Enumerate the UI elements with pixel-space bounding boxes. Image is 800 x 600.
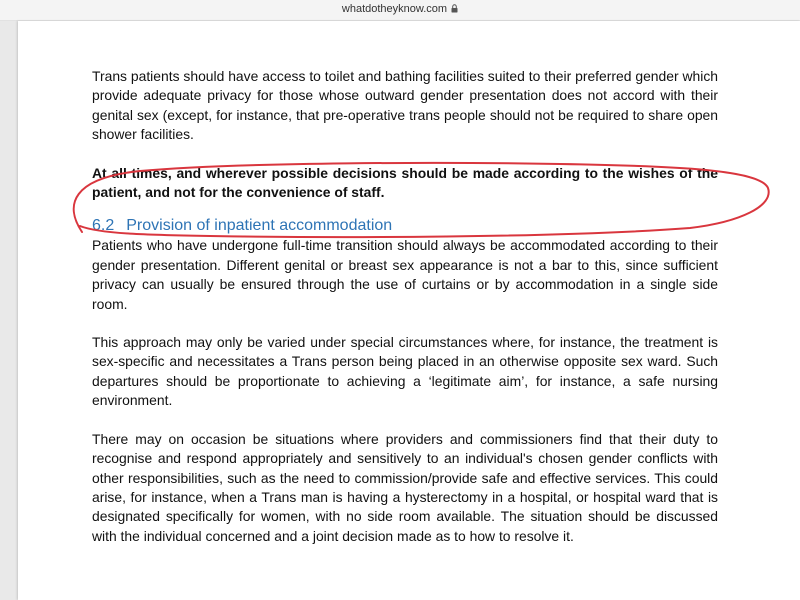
section-heading xyxy=(92,216,718,236)
url-display[interactable] xyxy=(0,3,800,16)
paragraph-decisions-bold: At all times, and wherever possible decisions should be made according to the wishes of the patient, and not for the convenience of staff. xyxy=(92,164,718,201)
paragraph-duty-conflicts: There may on occasion be situations where providers and commissioners find that their duty to recognise and respond appropriately and sensitively to an individual's chosen gender conflicts with other responsibilities, such as the need to commission/provide safe and effective services. This could arise, for instance, when a Trans man is having a hysterectomy in a hospital, or hospital ward that is designated specifically for women, with no side room available. The situation should be discussed with the individual concerned and a joint decision made as to how to resolve it. xyxy=(92,430,718,544)
paragraph-trans-facilities: Trans patients should have access to toilet and bathing facilities suited to their preferred gender which provide adequate privacy for those whose outward gender presentation does not accord with their genital sex (except, for instance, that pre-operative trans people should not be required to share open shower facilities. xyxy=(92,68,718,143)
url-text: whatdotheyknow.com xyxy=(341,3,448,15)
paragraph-special-circumstances: This approach may only be varied under special circumstances where, for instance, the treatment is sex-specific and necessitates a Trans person being placed in an otherwise opposite sex ward. Such departures should be proportionate to achieving a ‘legitimate aim’, for instance, a safe nursing environment. xyxy=(92,334,718,409)
paragraph-accommodation: Patients who have undergone full-time transition should always be accommodated according to their gender presentation. Different genital or breast sex appearance is not a bar to this, since sufficient privacy can usually be ensured through the use of curtains or by accommodation in a single side room. xyxy=(92,237,718,312)
browser-address-bar[interactable] xyxy=(0,0,800,21)
section-number: 6.2 xyxy=(92,217,115,235)
lock-icon xyxy=(451,4,458,16)
section-title: Provision of inpatient accommodation xyxy=(126,217,393,235)
document-content xyxy=(92,67,718,565)
